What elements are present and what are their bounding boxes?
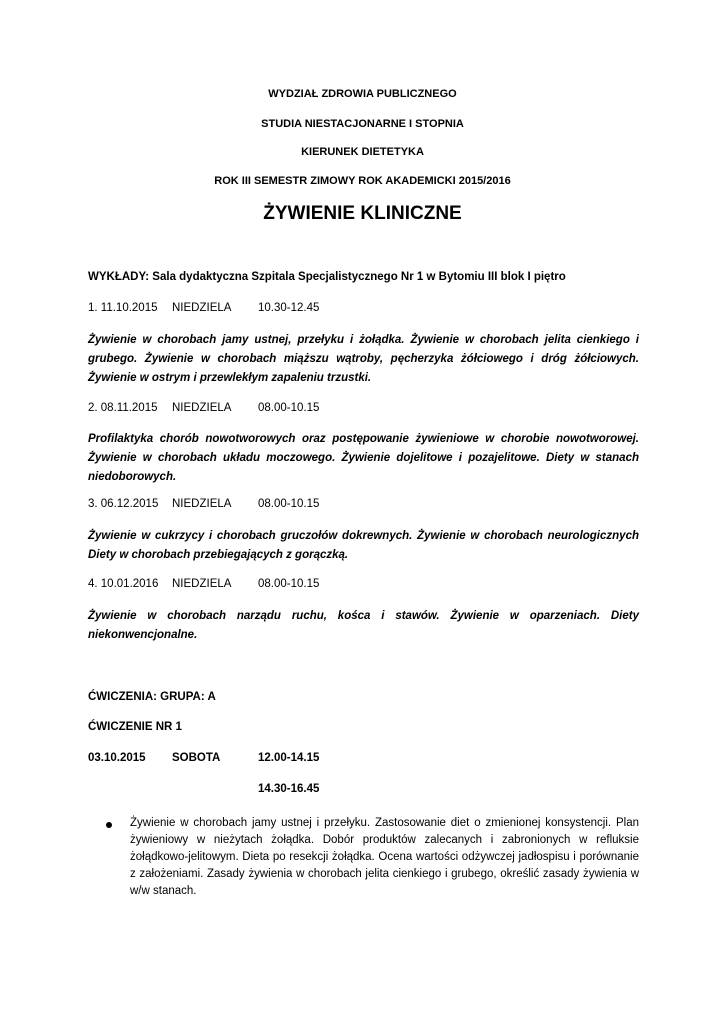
lecture-day: NIEDZIELA xyxy=(172,402,232,414)
bullet-icon xyxy=(106,822,112,828)
lecture-time: 08.00-10.15 xyxy=(258,498,320,510)
lecture-3-topics: Żywienie w cukrzycy i chorobach gruczołów dokrewnych. Żywienie w chorobach neurologicznych Diety w chorobach przebiegających z gorączką. xyxy=(88,530,639,561)
lectures-heading: WYKŁADY: Sala dydaktyczna Szpitala Specjalistycznego Nr 1 w Bytomiu III blok I piętro xyxy=(88,271,566,283)
study-mode: STUDIA NIESTACJONARNE I STOPNIA xyxy=(261,118,464,130)
lecture-day: NIEDZIELA xyxy=(172,578,232,590)
lecture-time: 08.00-10.15 xyxy=(258,402,320,414)
lecture-date: 2. 08.11.2015 xyxy=(88,402,158,414)
lecture-1-date-row xyxy=(88,302,640,318)
exercise-day: SOBOTA xyxy=(172,752,221,764)
exercise-time-1: 12.00-14.15 xyxy=(258,752,320,764)
lecture-2-date-row xyxy=(88,402,640,418)
exercise-time-2: 14.30-16.45 xyxy=(258,783,320,795)
exercise-time-row-2 xyxy=(88,783,640,799)
course-title: ŻYWIENIE KLINICZNE xyxy=(263,203,462,224)
lecture-4-topics: Żywienie w chorobach narządu ruchu, kośca i stawów. Żywienie w oparzeniach. Diety niekonwencjonalne. xyxy=(88,610,639,641)
exercise-topics: Żywienie w chorobach jamy ustnej i przełyku. Zastosowanie diet o zmienionej konsystencji. Plan żywieniowy w nieżytach żołądka. Dobór produktów zalecanych i zabronionych w refluksie żołądkowo-jelitowym. Dieta po resekcji żołądka. Ocena wartości odżywczej jadłospisu i porównanie z założeniami. Zasady żywienia w chorobach jelita cienkiego i grubego, określić zasady żywienia w w/w stanach. xyxy=(130,817,639,897)
faculty-name: WYDZIAŁ ZDROWIA PUBLICZNEGO xyxy=(268,88,457,100)
exercise-number: ĆWICZENIE NR 1 xyxy=(88,721,182,733)
field-of-study: KIERUNEK DIETETYKA xyxy=(301,146,424,158)
exercise-date: 03.10.2015 xyxy=(88,752,146,764)
academic-year: ROK III SEMESTR ZIMOWY ROK AKADEMICKI 2015/2016 xyxy=(214,175,511,187)
lecture-day: NIEDZIELA xyxy=(172,302,232,314)
lecture-time: 08.00-10.15 xyxy=(258,578,320,590)
lecture-date: 3. 06.12.2015 xyxy=(88,498,159,510)
exercise-date-row xyxy=(88,752,640,768)
lecture-date: 1. 11.10.2015 xyxy=(88,302,158,314)
lecture-2-topics: Profilaktyka chorób nowotworowych oraz postępowanie żywieniowe w chorobie nowotworowej. Żywienie w chorobach układu moczowego. Żywienie dojelitowe i pozajelitowe. Diety w stanach niedoborowych. xyxy=(88,433,639,483)
lecture-time: 10.30-12.45 xyxy=(258,302,320,314)
lecture-1-topics: Żywienie w chorobach jamy ustnej, przełyku i żołądka. Żywienie w chorobach jelita cienkiego i grubego. Żywienie w chorobach miąższu wątroby, pęcherzyka żółciowego i dróg żółciowych. Żywienie w ostrym i przewlekłym zapaleniu trzustki. xyxy=(88,334,639,384)
lecture-4-date-row xyxy=(88,578,640,594)
exercises-heading: ĆWICZENIA: GRUPA: A xyxy=(88,691,216,703)
lecture-day: NIEDZIELA xyxy=(172,498,232,510)
lecture-3-date-row xyxy=(88,498,640,514)
lecture-date: 4. 10.01.2016 xyxy=(88,578,159,590)
